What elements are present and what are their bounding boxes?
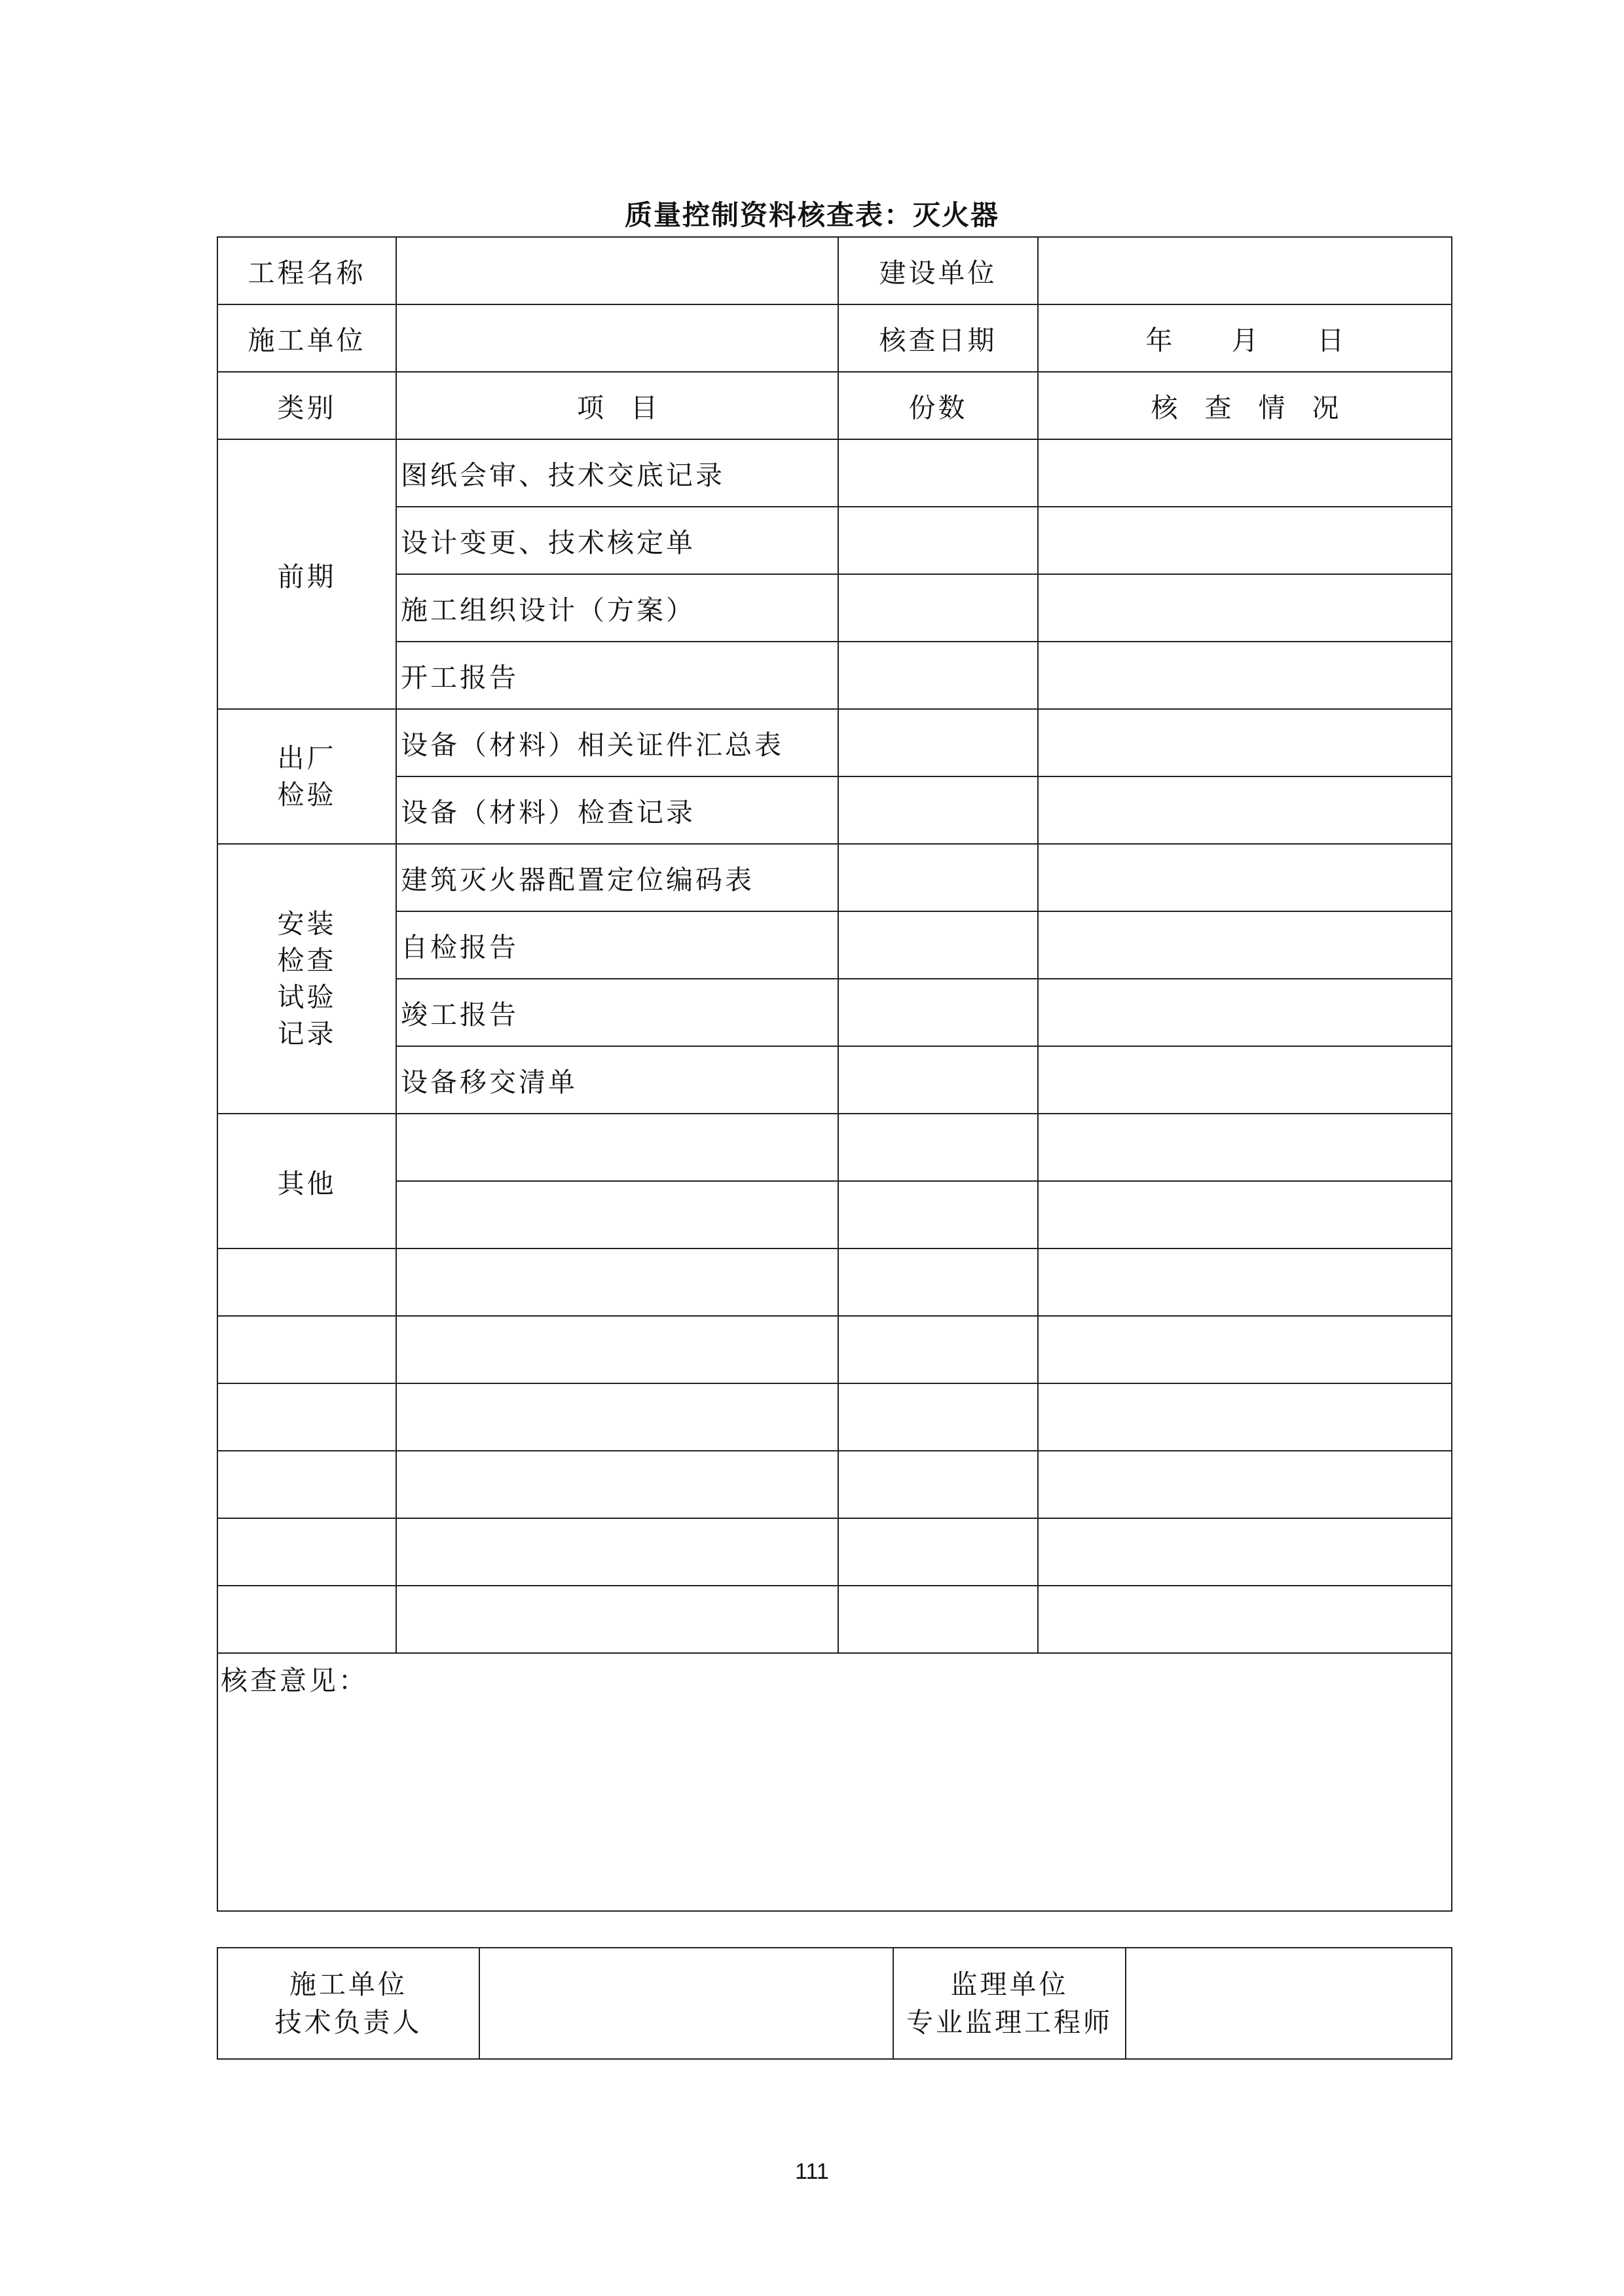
count-cell[interactable] — [838, 844, 1038, 911]
item-cell: 设备移交清单 — [396, 1046, 838, 1114]
count-cell[interactable] — [838, 776, 1038, 844]
blank-row — [217, 1316, 1452, 1383]
item-cell[interactable] — [396, 1181, 838, 1248]
count-cell[interactable] — [838, 1451, 1038, 1518]
table-row — [217, 1181, 1452, 1248]
check-date-field[interactable] — [1038, 304, 1452, 372]
date-year: 年 — [1145, 325, 1173, 356]
builder-line-2: 技术负责人 — [274, 2007, 422, 2038]
status-cell[interactable] — [1038, 1451, 1452, 1518]
builder-signature-label — [217, 1948, 479, 2059]
project-name-field[interactable] — [396, 237, 838, 304]
status-cell[interactable] — [1038, 979, 1452, 1046]
supervisor-signature-field[interactable] — [1126, 1948, 1452, 2059]
blank-row — [217, 1451, 1452, 1518]
status-cell[interactable] — [1038, 1518, 1452, 1586]
item-cell: 图纸会审、技术交底记录 — [396, 439, 838, 507]
count-cell[interactable] — [838, 1046, 1038, 1114]
item-cell[interactable] — [396, 1518, 838, 1586]
construction-unit-field[interactable] — [1038, 237, 1452, 304]
date-day: 日 — [1317, 325, 1344, 356]
item-cell: 设备（材料）检查记录 — [396, 776, 838, 844]
builder-row — [217, 304, 1452, 372]
category-line: 检验 — [277, 779, 337, 811]
column-count: 份数 — [838, 372, 1038, 439]
category-installation — [217, 844, 396, 1114]
count-cell[interactable] — [838, 709, 1038, 776]
table-row — [217, 979, 1452, 1046]
project-row — [217, 237, 1452, 304]
category-cell[interactable] — [217, 1248, 396, 1316]
status-cell[interactable] — [1038, 1383, 1452, 1451]
construction-unit-label: 建设单位 — [838, 237, 1038, 304]
check-table — [217, 236, 1452, 1912]
status-cell[interactable] — [1038, 1181, 1452, 1248]
table-row — [217, 1114, 1452, 1181]
count-cell[interactable] — [838, 1114, 1038, 1181]
item-cell: 建筑灭火器配置定位编码表 — [396, 844, 838, 911]
blank-row — [217, 1248, 1452, 1316]
table-row — [217, 574, 1452, 642]
check-date-label: 核查日期 — [838, 304, 1038, 372]
item-cell: 设计变更、技术核定单 — [396, 507, 838, 574]
project-name-label: 工程名称 — [217, 237, 396, 304]
status-cell[interactable] — [1038, 1316, 1452, 1383]
status-cell[interactable] — [1038, 709, 1452, 776]
table-row — [217, 507, 1452, 574]
count-cell[interactable] — [838, 1383, 1038, 1451]
column-status: 核 查 情 况 — [1038, 372, 1452, 439]
table-row — [217, 1046, 1452, 1114]
item-cell[interactable] — [396, 1451, 838, 1518]
category-line: 试验 — [277, 981, 337, 1013]
status-cell[interactable] — [1038, 1046, 1452, 1114]
supervisor-line-1: 监理单位 — [950, 1969, 1069, 2000]
status-cell[interactable] — [1038, 439, 1452, 507]
category-factory-inspection — [217, 709, 396, 844]
status-cell[interactable] — [1038, 507, 1452, 574]
category-cell[interactable] — [217, 1518, 396, 1586]
column-header-row — [217, 372, 1452, 439]
category-line: 检查 — [277, 945, 337, 976]
status-cell[interactable] — [1038, 844, 1452, 911]
column-item: 项 目 — [396, 372, 838, 439]
document-title: 质量控制资料核查表：灭火器 — [624, 199, 999, 231]
item-cell: 自检报告 — [396, 911, 838, 979]
table-row — [217, 776, 1452, 844]
count-cell[interactable] — [838, 1586, 1038, 1653]
opinion-field[interactable] — [217, 1653, 1452, 1911]
category-line: 安装 — [277, 908, 337, 939]
item-cell[interactable] — [396, 1383, 838, 1451]
date-month: 月 — [1231, 325, 1259, 356]
item-cell[interactable] — [396, 1316, 838, 1383]
count-cell[interactable] — [838, 574, 1038, 642]
count-cell[interactable] — [838, 1181, 1038, 1248]
item-cell[interactable] — [396, 1248, 838, 1316]
table-row — [217, 709, 1452, 776]
count-cell[interactable] — [838, 439, 1038, 507]
status-cell[interactable] — [1038, 1114, 1452, 1181]
status-cell[interactable] — [1038, 574, 1452, 642]
table-row — [217, 439, 1452, 507]
status-cell[interactable] — [1038, 1248, 1452, 1316]
signature-row — [217, 1948, 1452, 2059]
page-number: 111 — [795, 2159, 829, 2184]
count-cell[interactable] — [838, 1248, 1038, 1316]
status-cell[interactable] — [1038, 1586, 1452, 1653]
status-cell[interactable] — [1038, 642, 1452, 709]
item-cell[interactable] — [396, 1586, 838, 1653]
count-cell[interactable] — [838, 1316, 1038, 1383]
item-cell: 设备（材料）相关证件汇总表 — [396, 709, 838, 776]
blank-row — [217, 1586, 1452, 1653]
table-row — [217, 844, 1452, 911]
item-cell: 竣工报告 — [396, 979, 838, 1046]
signature-table — [217, 1947, 1452, 2060]
count-cell[interactable] — [838, 911, 1038, 979]
count-cell[interactable] — [838, 1518, 1038, 1586]
builder-signature-field[interactable] — [479, 1948, 893, 2059]
table-row — [217, 642, 1452, 709]
table-row — [217, 911, 1452, 979]
count-cell[interactable] — [838, 507, 1038, 574]
category-line: 记录 — [277, 1018, 337, 1049]
category-other: 其他 — [217, 1114, 396, 1248]
status-cell[interactable] — [1038, 776, 1452, 844]
builder-label: 施工单位 — [217, 304, 396, 372]
category-cell[interactable] — [217, 1316, 396, 1383]
category-cell[interactable] — [217, 1383, 396, 1451]
column-category: 类别 — [217, 372, 396, 439]
builder-field[interactable] — [396, 304, 838, 372]
supervisor-line-2: 专业监理工程师 — [906, 2007, 1113, 2038]
status-cell[interactable] — [1038, 911, 1452, 979]
opinion-label: 核查意见： — [221, 1665, 368, 1696]
count-cell[interactable] — [838, 979, 1038, 1046]
category-cell[interactable] — [217, 1451, 396, 1518]
item-cell: 施工组织设计（方案） — [396, 574, 838, 642]
item-cell: 开工报告 — [396, 642, 838, 709]
category-line: 出厂 — [277, 742, 337, 774]
count-cell[interactable] — [838, 642, 1038, 709]
blank-row — [217, 1518, 1452, 1586]
item-cell[interactable] — [396, 1114, 838, 1181]
supervisor-signature-label — [893, 1948, 1126, 2059]
category-preliminary: 前期 — [217, 439, 396, 709]
blank-row — [217, 1383, 1452, 1451]
builder-line-1: 施工单位 — [289, 1969, 407, 2000]
category-cell[interactable] — [217, 1586, 396, 1653]
opinion-row — [217, 1653, 1452, 1911]
